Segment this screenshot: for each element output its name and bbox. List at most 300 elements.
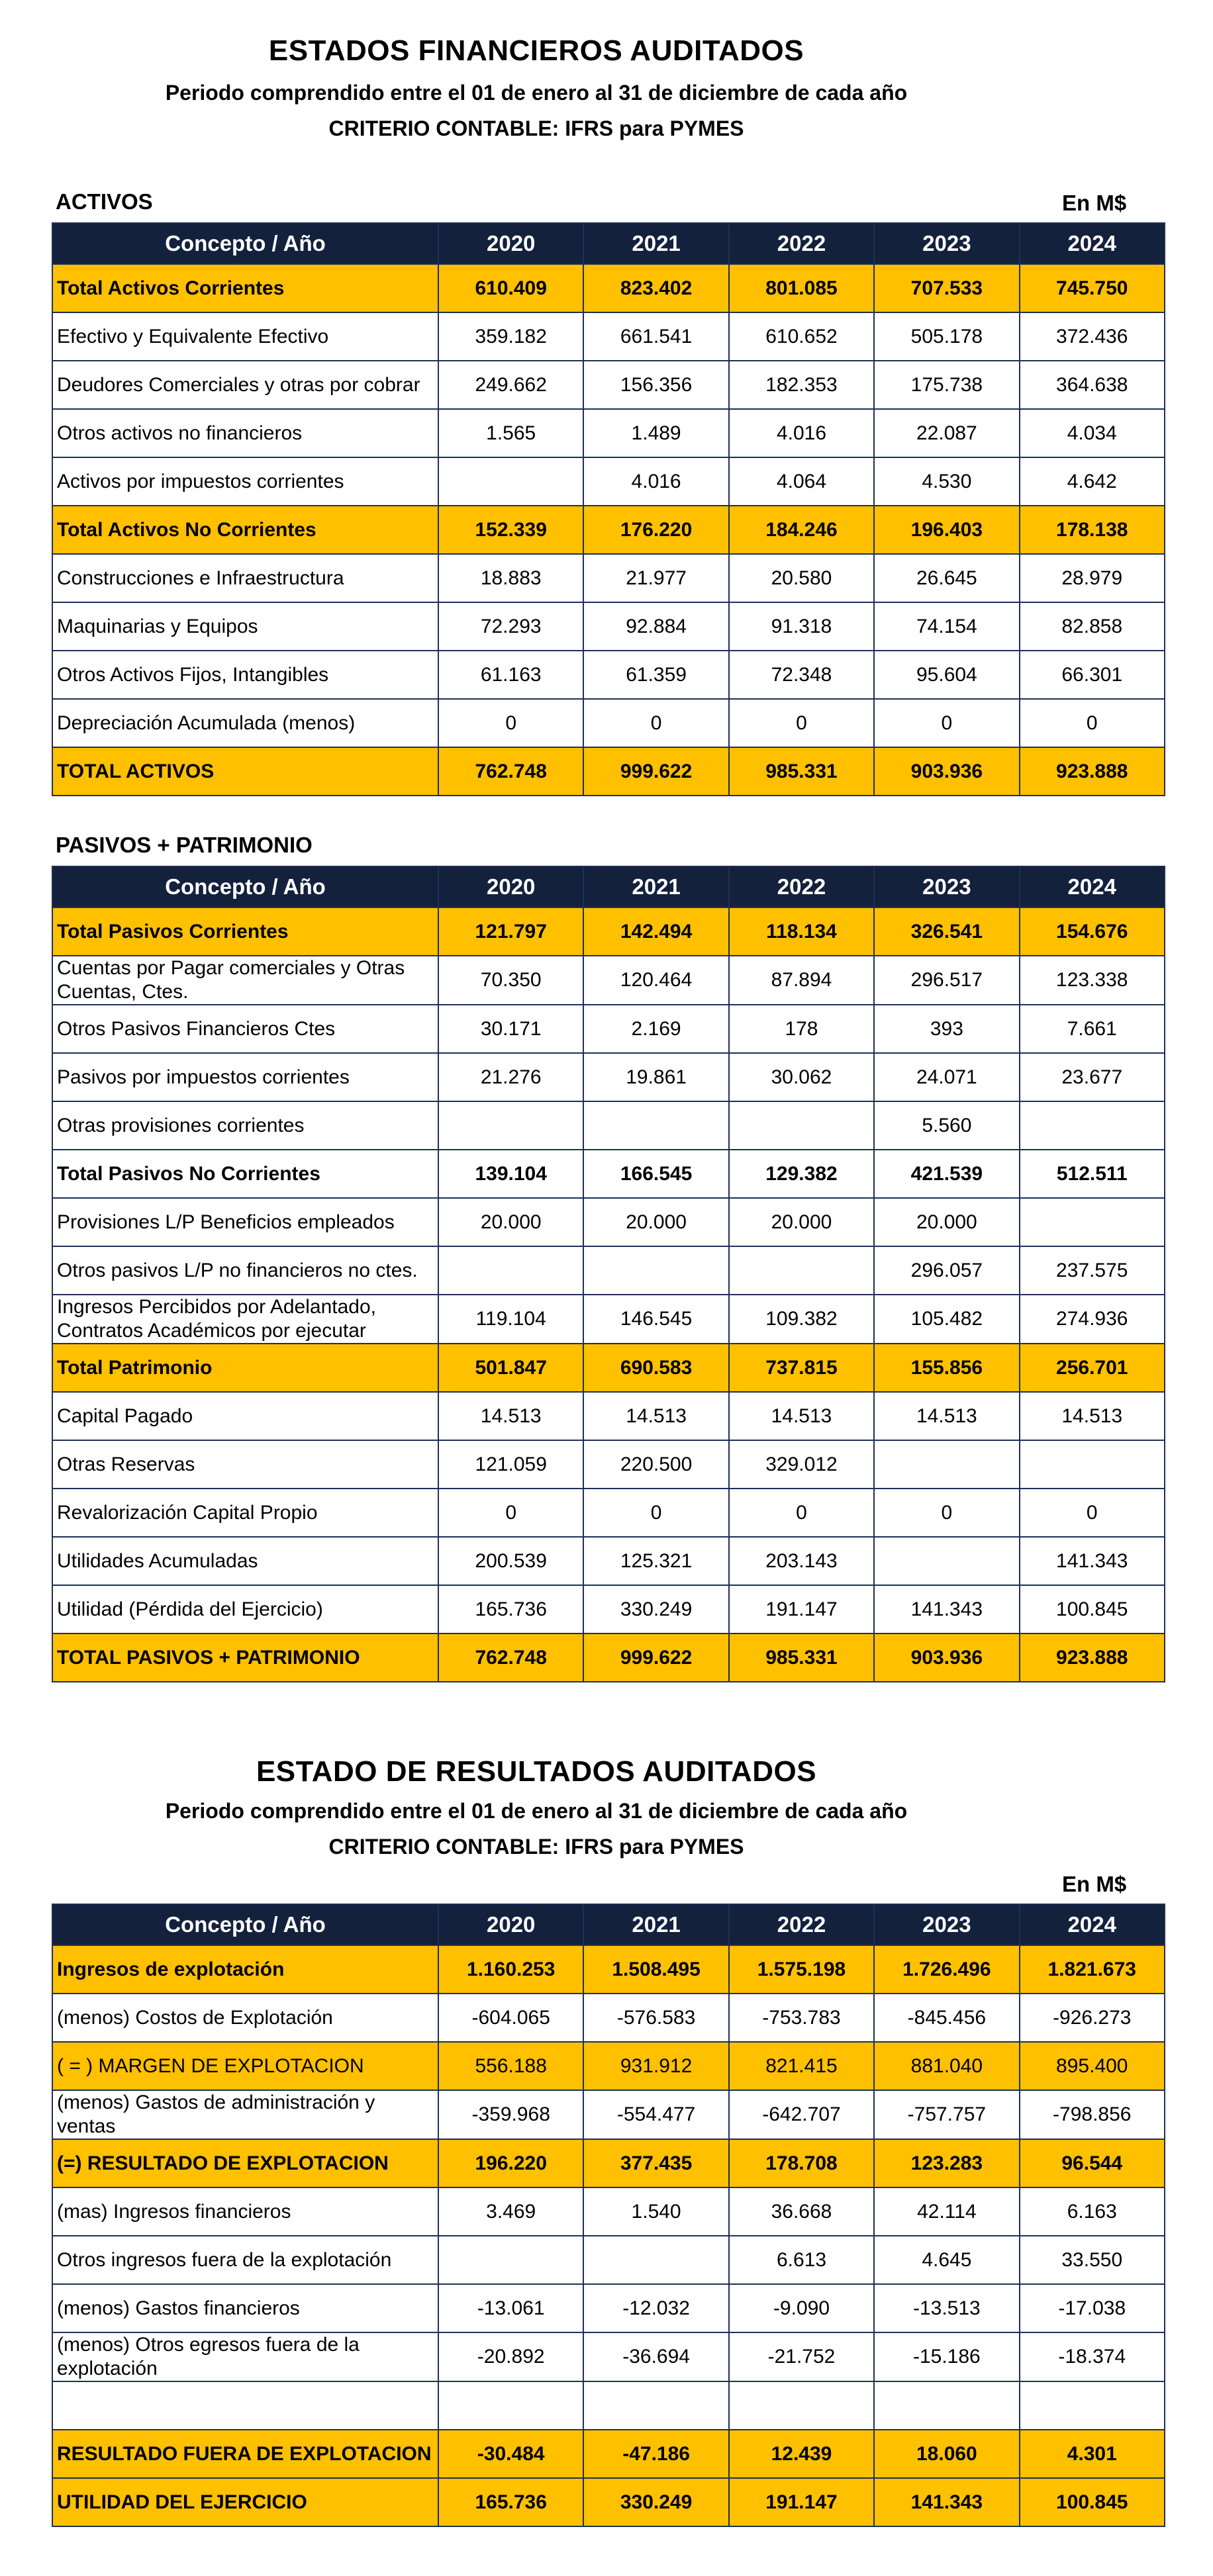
value-cell: 745.750 — [1020, 264, 1165, 312]
value-cell — [438, 1101, 583, 1150]
value-cell: -642.707 — [729, 2090, 874, 2139]
value-cell: 155.856 — [874, 1344, 1019, 1392]
header-year: 2023 — [874, 1904, 1019, 1945]
value-cell: 154.676 — [1020, 907, 1165, 956]
liabilities-section-label: PASIVOS + PATRIMONIO — [56, 833, 313, 857]
value-cell: -47.186 — [583, 2430, 728, 2478]
value-cell: 7.661 — [1020, 1005, 1165, 1053]
value-cell: 6.613 — [729, 2236, 874, 2284]
row-label: Ingresos de explotación — [52, 1945, 438, 1994]
row-label: Total Patrimonio — [52, 1344, 438, 1392]
value-cell: 61.359 — [583, 651, 728, 699]
value-cell: 931.912 — [583, 2042, 728, 2090]
row-label: Total Activos Corrientes — [52, 264, 438, 312]
row-label: Deudores Comerciales y otras por cobrar — [52, 361, 438, 409]
table-row — [52, 1994, 1165, 2042]
value-cell: 220.500 — [583, 1440, 728, 1489]
value-cell: 0 — [729, 1489, 874, 1537]
row-label: (mas) Ingresos financieros — [52, 2187, 438, 2236]
value-cell: 121.797 — [438, 907, 583, 956]
row-label: (menos) Gastos financieros — [52, 2284, 438, 2332]
value-cell: 923.888 — [1020, 1633, 1165, 1682]
value-cell: 801.085 — [729, 264, 874, 312]
value-cell: 125.321 — [583, 1537, 728, 1585]
value-cell: 296.517 — [874, 956, 1019, 1005]
value-cell: 123.338 — [1020, 956, 1165, 1005]
header-year: 2020 — [438, 223, 583, 264]
value-cell: 556.188 — [438, 2042, 583, 2090]
value-cell: 156.356 — [583, 361, 728, 409]
value-cell: 4.645 — [874, 2236, 1019, 2284]
value-cell — [874, 2381, 1019, 2430]
value-cell: 166.545 — [583, 1150, 728, 1198]
value-cell — [1020, 1101, 1165, 1150]
value-cell: -757.757 — [874, 2090, 1019, 2139]
value-cell: 1.565 — [438, 409, 583, 457]
table-row — [52, 2236, 1165, 2284]
table-row — [52, 312, 1165, 361]
value-cell: 182.353 — [729, 361, 874, 409]
liabilities-table — [52, 866, 1165, 1682]
table-row — [52, 2478, 1165, 2526]
table-row — [52, 2332, 1165, 2381]
value-cell — [1020, 1440, 1165, 1489]
value-cell: -13.513 — [874, 2284, 1019, 2332]
assets-unit-label: En M$ — [1062, 191, 1127, 215]
value-cell: 178.708 — [729, 2139, 874, 2187]
value-cell: 330.249 — [583, 1585, 728, 1633]
value-cell: 141.343 — [874, 1585, 1019, 1633]
value-cell — [583, 2236, 728, 2284]
balance-criterion: CRITERIO CONTABLE: IFRS para PYMES — [328, 116, 744, 140]
row-label: Pasivos por impuestos corrientes — [52, 1053, 438, 1101]
header-year: 2020 — [438, 1904, 583, 1945]
table-row — [52, 2139, 1165, 2187]
value-cell: 175.738 — [874, 361, 1019, 409]
value-cell: 24.071 — [874, 1053, 1019, 1101]
value-cell — [1020, 2381, 1165, 2430]
header-year: 2024 — [1020, 223, 1165, 264]
value-cell: -12.032 — [583, 2284, 728, 2332]
value-cell: -798.856 — [1020, 2090, 1165, 2139]
value-cell: 0 — [874, 699, 1019, 747]
row-label: Otras Reservas — [52, 1440, 438, 1489]
row-label: (=) RESULTADO DE EXPLOTACION — [52, 2139, 438, 2187]
value-cell: -36.694 — [583, 2332, 728, 2381]
value-cell: 4.530 — [874, 457, 1019, 506]
table-row — [52, 1005, 1165, 1053]
value-cell: 610.409 — [438, 264, 583, 312]
table-row — [52, 747, 1165, 796]
header-year: 2022 — [729, 223, 874, 264]
row-label: Total Activos No Corrientes — [52, 506, 438, 554]
table-row — [52, 1150, 1165, 1198]
income-criterion: CRITERIO CONTABLE: IFRS para PYMES — [328, 1835, 744, 1859]
value-cell: 501.847 — [438, 1344, 583, 1392]
value-cell: 821.415 — [729, 2042, 874, 2090]
table-row — [52, 2090, 1165, 2139]
value-cell: 296.057 — [874, 1246, 1019, 1295]
value-cell: 4.016 — [583, 457, 728, 506]
value-cell: -576.583 — [583, 1994, 728, 2042]
value-cell — [438, 457, 583, 506]
value-cell: 364.638 — [1020, 361, 1165, 409]
value-cell: 372.436 — [1020, 312, 1165, 361]
value-cell: 118.134 — [729, 907, 874, 956]
value-cell: 895.400 — [1020, 2042, 1165, 2090]
value-cell: 191.147 — [729, 2478, 874, 2526]
table-row — [52, 1489, 1165, 1537]
value-cell: 36.668 — [729, 2187, 874, 2236]
row-label: Revalorización Capital Propio — [52, 1489, 438, 1537]
value-cell: 165.736 — [438, 1585, 583, 1633]
value-cell: 165.736 — [438, 2478, 583, 2526]
value-cell: 1.540 — [583, 2187, 728, 2236]
value-cell: 14.513 — [583, 1392, 728, 1440]
value-cell: 70.350 — [438, 956, 583, 1005]
value-cell: 330.249 — [583, 2478, 728, 2526]
value-cell: 1.508.495 — [583, 1945, 728, 1994]
value-cell — [729, 2381, 874, 2430]
table-row — [52, 1246, 1165, 1295]
value-cell: 20.000 — [874, 1198, 1019, 1246]
value-cell: 6.163 — [1020, 2187, 1165, 2236]
value-cell: -20.892 — [438, 2332, 583, 2381]
table-row — [52, 2042, 1165, 2090]
row-label: Efectivo y Equivalente Efectivo — [52, 312, 438, 361]
table-row — [52, 699, 1165, 747]
table-row — [52, 1392, 1165, 1440]
value-cell: 359.182 — [438, 312, 583, 361]
value-cell: 100.845 — [1020, 2478, 1165, 2526]
table-row — [52, 2430, 1165, 2478]
row-label — [52, 2381, 438, 2430]
value-cell: 191.147 — [729, 1585, 874, 1633]
value-cell: 762.748 — [438, 1633, 583, 1682]
row-label: TOTAL PASIVOS + PATRIMONIO — [52, 1633, 438, 1682]
value-cell: 0 — [438, 1489, 583, 1537]
value-cell: 123.283 — [874, 2139, 1019, 2187]
table-row — [52, 1537, 1165, 1585]
value-cell: 4.016 — [729, 409, 874, 457]
value-cell: 203.143 — [729, 1537, 874, 1585]
value-cell: 178 — [729, 1005, 874, 1053]
value-cell: 200.539 — [438, 1537, 583, 1585]
assets-section-label: ACTIVOS — [56, 189, 153, 214]
value-cell: 2.169 — [583, 1005, 728, 1053]
value-cell: -359.968 — [438, 2090, 583, 2139]
value-cell: 120.464 — [583, 956, 728, 1005]
income-title: ESTADO DE RESULTADOS AUDITADOS — [256, 1755, 817, 1788]
value-cell: 176.220 — [583, 506, 728, 554]
value-cell: 1.575.198 — [729, 1945, 874, 1994]
value-cell — [729, 1246, 874, 1295]
value-cell: 4.301 — [1020, 2430, 1165, 2478]
value-cell — [874, 1440, 1019, 1489]
value-cell: 1.726.496 — [874, 1945, 1019, 1994]
table-row — [52, 1295, 1165, 1344]
header-year: 2023 — [874, 866, 1019, 907]
value-cell: -21.752 — [729, 2332, 874, 2381]
value-cell: -13.061 — [438, 2284, 583, 2332]
table-row — [52, 264, 1165, 312]
value-cell: 0 — [874, 1489, 1019, 1537]
header-year: 2021 — [583, 223, 728, 264]
row-label: Activos por impuestos corrientes — [52, 457, 438, 506]
value-cell: 14.513 — [874, 1392, 1019, 1440]
value-cell: 5.560 — [874, 1101, 1019, 1150]
value-cell: 20.000 — [438, 1198, 583, 1246]
header-year: 2021 — [583, 866, 728, 907]
value-cell: 95.604 — [874, 651, 1019, 699]
value-cell: 74.154 — [874, 602, 1019, 651]
value-cell: 274.936 — [1020, 1295, 1165, 1344]
value-cell: 146.545 — [583, 1295, 728, 1344]
row-label: Provisiones L/P Beneficios empleados — [52, 1198, 438, 1246]
row-label: ( = ) MARGEN DE EXPLOTACION — [52, 2042, 438, 2090]
value-cell: 1.489 — [583, 409, 728, 457]
row-label: Depreciación Acumulada (menos) — [52, 699, 438, 747]
value-cell: 0 — [1020, 1489, 1165, 1537]
header-concept: Concepto / Año — [52, 866, 438, 907]
table-row — [52, 1585, 1165, 1633]
row-label: Cuentas por Pagar comerciales y Otras Cuentas, Ctes. — [52, 956, 438, 1005]
value-cell: 91.318 — [729, 602, 874, 651]
value-cell: -753.783 — [729, 1994, 874, 2042]
value-cell: 72.293 — [438, 602, 583, 651]
value-cell: -926.273 — [1020, 1994, 1165, 2042]
value-cell: 18.060 — [874, 2430, 1019, 2478]
row-label: RESULTADO FUERA DE EXPLOTACION — [52, 2430, 438, 2478]
header-year: 2024 — [1020, 866, 1165, 907]
value-cell: 121.059 — [438, 1440, 583, 1489]
value-cell: -845.456 — [874, 1994, 1019, 2042]
header-year: 2024 — [1020, 1904, 1165, 1945]
income-table — [52, 1904, 1165, 2527]
value-cell: -15.186 — [874, 2332, 1019, 2381]
value-cell: 184.246 — [729, 506, 874, 554]
row-label: Total Pasivos Corrientes — [52, 907, 438, 956]
header-concept: Concepto / Año — [52, 1904, 438, 1945]
value-cell: 4.642 — [1020, 457, 1165, 506]
value-cell: -604.065 — [438, 1994, 583, 2042]
value-cell: 999.622 — [583, 747, 728, 796]
header-year: 2022 — [729, 866, 874, 907]
value-cell: 21.977 — [583, 554, 728, 602]
value-cell: 87.894 — [729, 956, 874, 1005]
value-cell: 18.883 — [438, 554, 583, 602]
balance-period: Periodo comprendido entre el 01 de enero al 31 de diciembre de cada año — [165, 81, 908, 105]
table-row — [52, 1945, 1165, 1994]
value-cell: -18.374 — [1020, 2332, 1165, 2381]
value-cell: 0 — [729, 699, 874, 747]
value-cell — [438, 2236, 583, 2284]
value-cell: 923.888 — [1020, 747, 1165, 796]
row-label: Total Pasivos No Corrientes — [52, 1150, 438, 1198]
value-cell: 0 — [438, 699, 583, 747]
value-cell: 237.575 — [1020, 1246, 1165, 1295]
row-label: Otros Activos Fijos, Intangibles — [52, 651, 438, 699]
row-label: (menos) Otros egresos fuera de la explotación — [52, 2332, 438, 2381]
value-cell: 823.402 — [583, 264, 728, 312]
row-label: Otros Pasivos Financieros Ctes — [52, 1005, 438, 1053]
value-cell — [438, 1246, 583, 1295]
value-cell: -30.484 — [438, 2430, 583, 2478]
value-cell: 22.087 — [874, 409, 1019, 457]
value-cell: 28.979 — [1020, 554, 1165, 602]
value-cell: 105.482 — [874, 1295, 1019, 1344]
value-cell: 66.301 — [1020, 651, 1165, 699]
value-cell: 129.382 — [729, 1150, 874, 1198]
row-label: (menos) Costos de Explotación — [52, 1994, 438, 2042]
table-row — [52, 506, 1165, 554]
value-cell: 20.000 — [729, 1198, 874, 1246]
header-year: 2023 — [874, 223, 1019, 264]
table-row — [52, 1633, 1165, 1682]
table-row — [52, 1101, 1165, 1150]
value-cell: 610.652 — [729, 312, 874, 361]
value-cell: 21.276 — [438, 1053, 583, 1101]
value-cell: 985.331 — [729, 1633, 874, 1682]
table-row — [52, 457, 1165, 506]
value-cell: 30.171 — [438, 1005, 583, 1053]
row-label: TOTAL ACTIVOS — [52, 747, 438, 796]
value-cell: 26.645 — [874, 554, 1019, 602]
value-cell: 196.403 — [874, 506, 1019, 554]
value-cell: 14.513 — [438, 1392, 583, 1440]
value-cell: 377.435 — [583, 2139, 728, 2187]
table-row — [52, 361, 1165, 409]
table-row — [52, 1053, 1165, 1101]
table-row — [52, 2284, 1165, 2332]
value-cell — [438, 2381, 583, 2430]
header-concept: Concepto / Año — [52, 223, 438, 264]
value-cell: 999.622 — [583, 1633, 728, 1682]
row-label: Otros ingresos fuera de la explotación — [52, 2236, 438, 2284]
value-cell: 100.845 — [1020, 1585, 1165, 1633]
row-label: UTILIDAD DEL EJERCICIO — [52, 2478, 438, 2526]
value-cell: 903.936 — [874, 1633, 1019, 1682]
value-cell: 326.541 — [874, 907, 1019, 956]
assets-table — [52, 222, 1165, 796]
value-cell: 96.544 — [1020, 2139, 1165, 2187]
table-row — [52, 1198, 1165, 1246]
value-cell: 142.494 — [583, 907, 728, 956]
value-cell: 707.533 — [874, 264, 1019, 312]
row-label: Maquinarias y Equipos — [52, 602, 438, 651]
value-cell: 421.539 — [874, 1150, 1019, 1198]
income-period: Periodo comprendido entre el 01 de enero al 31 de diciembre de cada año — [165, 1799, 908, 1823]
value-cell: 329.012 — [729, 1440, 874, 1489]
value-cell: 30.062 — [729, 1053, 874, 1101]
value-cell: 1.160.253 — [438, 1945, 583, 1994]
row-label: Construcciones e Infraestructura — [52, 554, 438, 602]
value-cell: 152.339 — [438, 506, 583, 554]
value-cell: 178.138 — [1020, 506, 1165, 554]
value-cell: 196.220 — [438, 2139, 583, 2187]
row-label: Utilidades Acumuladas — [52, 1537, 438, 1585]
value-cell: 4.034 — [1020, 409, 1165, 457]
row-label: Utilidad (Pérdida del Ejercicio) — [52, 1585, 438, 1633]
value-cell — [583, 1101, 728, 1150]
value-cell: 33.550 — [1020, 2236, 1165, 2284]
table-row — [52, 2187, 1165, 2236]
value-cell: 881.040 — [874, 2042, 1019, 2090]
header-year: 2022 — [729, 1904, 874, 1945]
value-cell — [583, 1246, 728, 1295]
row-label: Ingresos Percibidos por Adelantado, Contratos Académicos por ejecutar — [52, 1295, 438, 1344]
value-cell: 141.343 — [874, 2478, 1019, 2526]
header-year: 2021 — [583, 1904, 728, 1945]
value-cell: 737.815 — [729, 1344, 874, 1392]
value-cell: 1.821.673 — [1020, 1945, 1165, 1994]
value-cell: 14.513 — [729, 1392, 874, 1440]
table-row — [52, 907, 1165, 956]
value-cell: 0 — [583, 1489, 728, 1537]
balance-title: ESTADOS FINANCIEROS AUDITADOS — [268, 34, 804, 67]
value-cell — [583, 2381, 728, 2430]
table-row — [52, 602, 1165, 651]
value-cell: 256.701 — [1020, 1344, 1165, 1392]
value-cell: 82.858 — [1020, 602, 1165, 651]
value-cell: 61.163 — [438, 651, 583, 699]
value-cell: 505.178 — [874, 312, 1019, 361]
value-cell: 141.343 — [1020, 1537, 1165, 1585]
value-cell: 690.583 — [583, 1344, 728, 1392]
value-cell: 23.677 — [1020, 1053, 1165, 1101]
value-cell: 14.513 — [1020, 1392, 1165, 1440]
table-row — [52, 1440, 1165, 1489]
value-cell: 3.469 — [438, 2187, 583, 2236]
row-label: Capital Pagado — [52, 1392, 438, 1440]
value-cell: 762.748 — [438, 747, 583, 796]
row-label: Otros pasivos L/P no financieros no ctes. — [52, 1246, 438, 1295]
value-cell: 4.064 — [729, 457, 874, 506]
value-cell: 393 — [874, 1005, 1019, 1053]
value-cell: 985.331 — [729, 747, 874, 796]
income-unit-label: En M$ — [1062, 1872, 1127, 1896]
value-cell: 903.936 — [874, 747, 1019, 796]
value-cell — [1020, 1198, 1165, 1246]
table-row — [52, 2381, 1165, 2430]
value-cell: 512.511 — [1020, 1150, 1165, 1198]
value-cell: -9.090 — [729, 2284, 874, 2332]
value-cell — [874, 1537, 1019, 1585]
header-year: 2020 — [438, 866, 583, 907]
table-row — [52, 409, 1165, 457]
value-cell: 0 — [1020, 699, 1165, 747]
table-row — [52, 1344, 1165, 1392]
value-cell: -554.477 — [583, 2090, 728, 2139]
value-cell: 20.000 — [583, 1198, 728, 1246]
value-cell: 0 — [583, 699, 728, 747]
table-row — [52, 956, 1165, 1005]
table-row — [52, 651, 1165, 699]
value-cell: 119.104 — [438, 1295, 583, 1344]
row-label: Otras provisiones corrientes — [52, 1101, 438, 1150]
table-row — [52, 554, 1165, 602]
value-cell: 19.861 — [583, 1053, 728, 1101]
value-cell: 72.348 — [729, 651, 874, 699]
value-cell: 12.439 — [729, 2430, 874, 2478]
value-cell: 92.884 — [583, 602, 728, 651]
value-cell — [729, 1101, 874, 1150]
value-cell: 661.541 — [583, 312, 728, 361]
value-cell: -17.038 — [1020, 2284, 1165, 2332]
value-cell: 42.114 — [874, 2187, 1019, 2236]
row-label: (menos) Gastos de administración y ventas — [52, 2090, 438, 2139]
value-cell: 20.580 — [729, 554, 874, 602]
